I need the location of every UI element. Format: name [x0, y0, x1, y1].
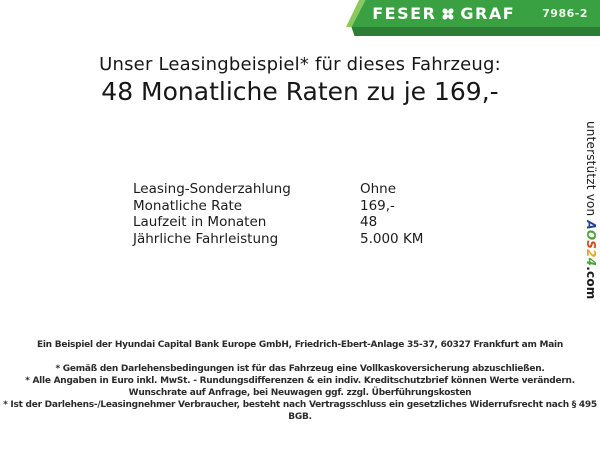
spec-value: 169,- — [360, 197, 395, 214]
feser-graf-logo — [372, 3, 516, 23]
spec-value: 48 — [360, 214, 378, 230]
headline-block — [0, 53, 600, 106]
footnote: * Ist der Darlehens-/Leasingnehmer Verbraucher, besteht nach Vertragsschluss ein gesetzliches Widerrufsrecht nach § 495 BGB. — [3, 400, 597, 422]
spec-label: Leasing-Sonderzahlung — [133, 181, 291, 197]
clover-icon — [441, 7, 455, 21]
spec-label: Laufzeit in Monaten — [133, 214, 267, 230]
supported-by-watermark — [584, 121, 598, 331]
bank-address-line: Ein Beispiel der Hyundai Capital Bank Europe GmbH, Friedrich-Ebert-Anlage 35-37, 60327 Frankfurt am Main — [36, 340, 564, 350]
watermark-prefix: unterstützt von — [584, 121, 598, 221]
spec-label: Monatliche Rate — [133, 197, 243, 214]
table-row — [133, 214, 473, 231]
fine-print-footer — [0, 339, 600, 423]
footnote: * Gemäß den Darlehensbedingungen ist für das Fahrzeug eine Vollkaskoversicherung abzuschließen. — [55, 364, 545, 374]
spec-value: 5.000 KM — [360, 230, 424, 247]
brand-word-graf: GRAF — [460, 3, 516, 23]
footnote: * Alle Angaben in Euro inkl. MwSt. - Rundungsdifferenzen & ein indiv. Kreditschutzbrief können Werte verändern. — [25, 376, 575, 386]
headline-subtitle: Unser Leasingbeispiel* für dieses Fahrzeug: — [99, 54, 501, 75]
footnote: Wunschrate auf Anfrage, bei Neuwagen ggf. zzgl. Überführungskosten — [128, 388, 472, 398]
brand-banner — [346, 0, 600, 36]
brand-word-feser: FESER — [372, 3, 437, 23]
table-row — [133, 231, 473, 248]
dealer-code: 7986-2 — [542, 7, 588, 20]
table-row — [133, 181, 473, 198]
table-row — [133, 198, 473, 215]
banner-content — [346, 0, 600, 27]
spec-value: Ohne — [360, 181, 397, 197]
watermark-suffix: .com — [584, 266, 598, 300]
headline-main: 48 Monatliche Raten zu je 169,- — [101, 77, 499, 106]
aos24-logo: AOS24.com — [584, 220, 598, 300]
leasing-specs-table — [133, 181, 473, 247]
spec-label: Jährliche Fahrleistung — [133, 230, 279, 247]
